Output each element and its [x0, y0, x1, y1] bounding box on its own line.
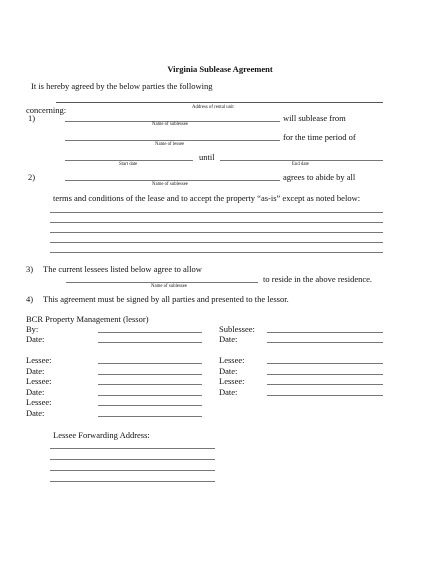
forwarding-line-1[interactable] [50, 448, 215, 449]
item-4-text: This agreement must be signed by all parties and presented to the lessor. [43, 294, 289, 304]
concerning-label: concerning: [26, 105, 67, 115]
lessor-date-field[interactable] [98, 342, 202, 343]
document-title: Virginia Sublease Agreement [167, 64, 273, 74]
lessee-caption: Name of lessee [155, 142, 185, 147]
lessee-date-field-4[interactable] [267, 374, 383, 375]
item-1-number: 1) [28, 113, 36, 123]
lessee-date-field-5[interactable] [267, 395, 383, 396]
sublessee-signature-field[interactable] [267, 332, 383, 333]
lessee-signature-field-4[interactable] [267, 363, 383, 364]
will-sublease-text: will sublease from [283, 113, 346, 123]
forwarding-line-2[interactable] [50, 459, 215, 460]
start-date-caption: Start date [119, 162, 138, 167]
end-date-field[interactable] [220, 160, 383, 161]
notes-line-5[interactable] [50, 252, 383, 253]
sublessee-name-field-2[interactable] [65, 180, 280, 181]
sublessee-label: Sublessee: [219, 324, 255, 334]
lessor-heading: BCR Property Management (lessor) [26, 314, 149, 324]
lessee-date-field-2[interactable] [98, 395, 202, 396]
address-caption: Address of rental unit [192, 105, 234, 110]
notes-line-3[interactable] [50, 232, 383, 233]
notes-line-4[interactable] [50, 242, 383, 243]
lessee-date-label-2: Date: [26, 387, 45, 397]
start-date-field[interactable] [65, 160, 193, 161]
lessee-label-4: Lessee: [219, 355, 245, 365]
lessee-signature-field-2[interactable] [98, 384, 202, 385]
forwarding-heading: Lessee Forwarding Address: [53, 430, 150, 440]
sublessee-date-field[interactable] [267, 342, 383, 343]
item-2-number: 2) [28, 172, 36, 182]
time-period-text: for the time period of [283, 132, 356, 142]
until-text: until [199, 152, 215, 162]
item-3-number: 3) [26, 264, 34, 274]
lessee-signature-field-1[interactable] [98, 363, 202, 364]
sublessee-name-field-3[interactable] [66, 282, 258, 283]
by-label: By: [26, 324, 39, 334]
terms-text: terms and conditions of the lease and to accept the property “as-is” except as noted below: [53, 193, 361, 203]
forwarding-line-4[interactable] [50, 481, 215, 482]
lessee-label-2: Lessee: [26, 376, 52, 386]
reside-text: to reside in the above residence. [263, 274, 373, 284]
item-4-number: 4) [26, 294, 34, 304]
lessee-date-label-1: Date: [26, 366, 45, 376]
intro-text: It is hereby agreed by the below parties the following [31, 81, 213, 91]
item-3-text: The current lessees listed below agree to allow [43, 264, 202, 274]
sublessee-caption-3: Name of sublessee [151, 284, 187, 289]
lessee-signature-field-3[interactable] [98, 405, 202, 406]
notes-line-1[interactable] [50, 212, 383, 213]
agrees-text: agrees to abide by all [283, 172, 356, 182]
lessee-label-3: Lessee: [26, 397, 52, 407]
lessee-date-field-1[interactable] [98, 374, 202, 375]
sublessee-caption-2: Name of sublessee [152, 182, 188, 187]
lessee-label-5: Lessee: [219, 376, 245, 386]
notes-line-2[interactable] [50, 222, 383, 223]
lessee-date-field-3[interactable] [98, 416, 202, 417]
lessee-signature-field-5[interactable] [267, 384, 383, 385]
lessee-name-field[interactable] [65, 140, 280, 141]
sublessee-caption-1: Name of sublessee [152, 122, 188, 127]
lessee-date-label-5: Date: [219, 387, 238, 397]
date-label-lessor: Date: [26, 334, 45, 344]
address-line-top[interactable] [56, 102, 383, 103]
end-date-caption: End date [292, 162, 309, 167]
forwarding-line-3[interactable] [50, 470, 215, 471]
lessee-label-1: Lessee: [26, 355, 52, 365]
by-signature-field[interactable] [98, 332, 202, 333]
lessee-date-label-4: Date: [219, 366, 238, 376]
lessee-date-label-3: Date: [26, 408, 45, 418]
date-label-sublessee: Date: [219, 334, 238, 344]
